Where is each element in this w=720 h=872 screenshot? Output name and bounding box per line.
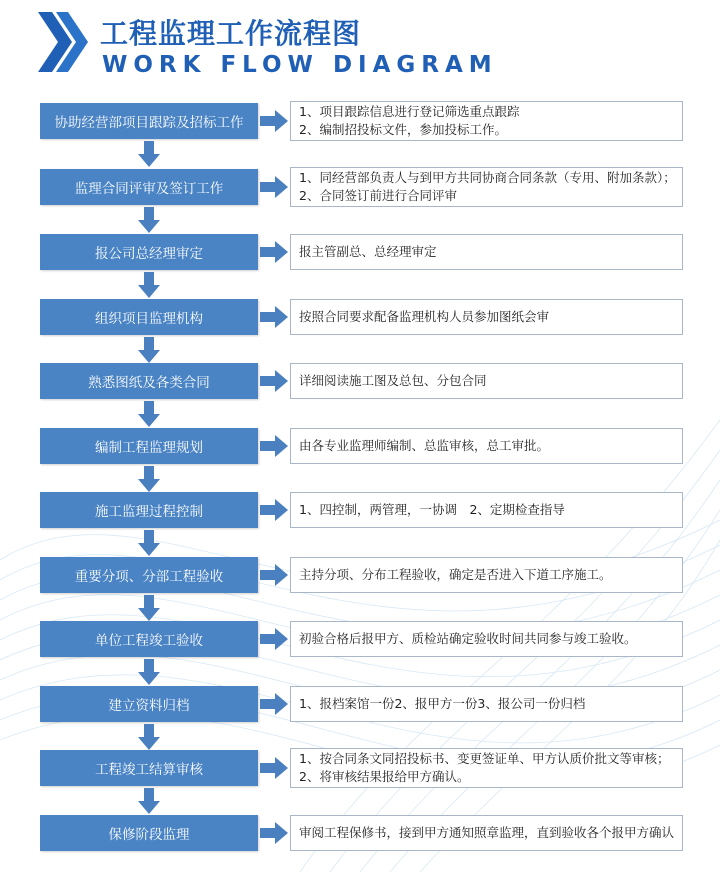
right-arrow-icon (260, 822, 288, 844)
flow-step-description (290, 815, 683, 851)
flow-step-description (290, 557, 683, 593)
right-arrow-icon (260, 757, 288, 779)
down-arrow-icon (138, 530, 160, 556)
description-line: 1、按合同条文同招投标书、变更签证单、甲方认质价批文等审核； (299, 751, 670, 766)
right-arrow-icon (260, 564, 288, 586)
down-arrow-icon (138, 595, 160, 621)
right-arrow-icon (260, 370, 288, 392)
flow-step-box: 报公司总经理审定 (40, 234, 258, 270)
flow-step-box: 编制工程监理规划 (40, 428, 258, 464)
description-line: 2、将审核结果报给甲方确认。 (299, 769, 470, 784)
flow-step-description (290, 167, 683, 207)
flow-step-box: 施工监理过程控制 (40, 492, 258, 528)
flow-step-box: 单位工程竣工验收 (40, 621, 258, 657)
down-arrow-icon (138, 401, 160, 427)
flow-step-description (290, 492, 683, 528)
description-line: 主持分项、分布工程验收，确定是否进入下道工序施工。 (299, 567, 612, 582)
description-line: 1、报档案馆一份2、报甲方一份3、报公司一份归档 (299, 696, 586, 711)
right-arrow-icon (260, 628, 288, 650)
description-line: 由各专业监理师编制、总监审核，总工审批。 (299, 438, 550, 453)
flow-step-box: 重要分项、分部工程验收 (40, 557, 258, 593)
flow-step-description (290, 428, 683, 464)
description-line: 1、同经营部负责人与到甲方共同协商合同条款（专用、附加条款）； (299, 170, 676, 185)
description-line: 审阅工程保修书，接到甲方通知照章监理，直到验收各个报甲方确认 (299, 825, 675, 840)
right-arrow-icon (260, 241, 288, 263)
description-line: 初验合格后报甲方、质检站确定验收时间共同参与竣工验收。 (299, 631, 637, 646)
description-line: 1、项目跟踪信息进行登记筛选重点跟踪 (299, 104, 520, 119)
description-line: 报主管副总、总经理审定 (299, 244, 437, 259)
flow-step-description (290, 363, 683, 399)
down-arrow-icon (138, 659, 160, 685)
down-arrow-icon (138, 724, 160, 750)
down-arrow-icon (138, 141, 160, 167)
right-arrow-icon (260, 499, 288, 521)
description-line: 详细阅读施工图及总包、分包合同 (299, 373, 487, 388)
page-subtitle: WORK FLOW DIAGRAM (102, 52, 498, 78)
right-arrow-icon (260, 176, 288, 198)
flow-step-box: 组织项目监理机构 (40, 299, 258, 335)
description-line: 2、合同签订前进行合同评审 (299, 188, 457, 203)
flow-step-box: 熟悉图纸及各类合同 (40, 363, 258, 399)
right-arrow-icon (260, 110, 288, 132)
flow-step-box: 监理合同评审及签订工作 (40, 169, 258, 205)
flow-step-description (290, 299, 683, 335)
down-arrow-icon (138, 788, 160, 814)
flow-step-description (290, 748, 683, 788)
flow-step-description (290, 686, 683, 722)
flow-step-description (290, 101, 683, 141)
right-arrow-icon (260, 306, 288, 328)
down-arrow-icon (138, 207, 160, 233)
description-line: 按照合同要求配备监理机构人员参加图纸会审 (299, 309, 550, 324)
down-arrow-icon (138, 466, 160, 492)
down-arrow-icon (138, 337, 160, 363)
flow-step-description (290, 621, 683, 657)
flow-step-box: 保修阶段监理 (40, 815, 258, 851)
flow-step-description (290, 234, 683, 270)
flow-step-box: 协助经营部项目跟踪及招标工作 (40, 103, 258, 139)
flow-step-box: 建立资料归档 (40, 686, 258, 722)
flow-step-box: 工程竣工结算审核 (40, 750, 258, 786)
page-title: 工程监理工作流程图 (100, 17, 362, 50)
down-arrow-icon (138, 272, 160, 298)
right-arrow-icon (260, 693, 288, 715)
right-arrow-icon (260, 435, 288, 457)
description-line: 1、四控制，两管理，一协调 2、定期检查指导 (299, 502, 565, 517)
description-line: 2、编制招投标文件，参加投标工作。 (299, 122, 507, 137)
